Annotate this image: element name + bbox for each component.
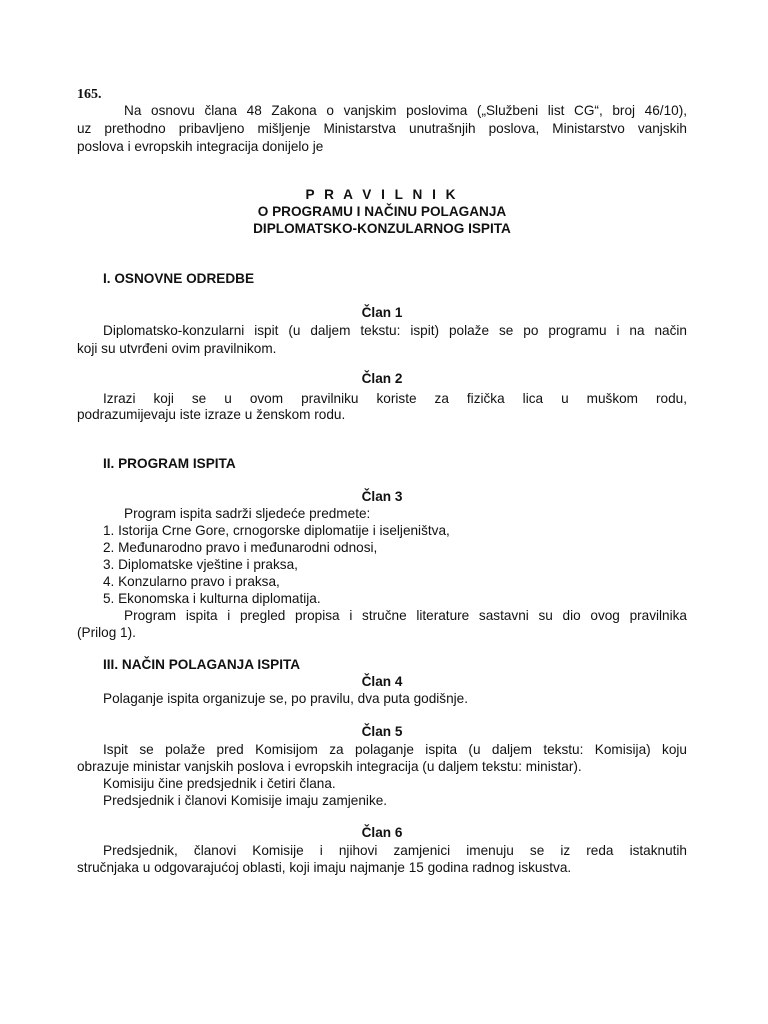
article-4-title: Član 4 <box>361 674 403 689</box>
article-2-title: Član 2 <box>361 371 403 386</box>
article-1-line-1: Diplomatsko-konzularni ispit (u daljem tekstu: ispit) polaže se po programu i na način <box>103 323 687 338</box>
document-title-line-2: O PROGRAMU I NAČINU POLAGANJA <box>257 204 507 219</box>
article-6-line-1: Predsjednik, članovi Komisije i njihovi zamjenici imenuju se iz reda istaknutih <box>103 843 687 858</box>
article-5-line-4: Predsjednik i članovi Komisije imaju zamjenike. <box>103 793 388 808</box>
section-heading-3: III. NAČIN POLAGANJA ISPITA <box>103 657 301 672</box>
section-heading-1: I. OSNOVNE ODREDBE <box>103 271 255 286</box>
document-title-line-3: DIPLOMATSKO-KONZULARNOG ISPITA <box>253 221 511 236</box>
subject-list-item: 1. Istorija Crne Gore, crnogorske diplomatije i iseljeništva, <box>103 523 450 538</box>
article-3-outro-line-1: Program ispita i pregled propisa i stručne literature sastavni su dio ovog pravilnika <box>124 608 687 623</box>
article-3-intro: Program ispita sadrži sljedeće predmete: <box>124 506 371 521</box>
article-2-line-2: podrazumijevaju iste izraze u ženskom rodu. <box>77 407 346 422</box>
section-heading-2: II. PROGRAM ISPITA <box>103 456 236 471</box>
subject-list-item: 4. Konzularno pravo i praksa, <box>103 574 280 589</box>
article-5-line-1: Ispit se polaže pred Komisijom za polaganje ispita (u daljem tekstu: Komisija) koju <box>103 742 687 757</box>
article-5-line-3: Komisiju čine predsjednik i četiri člana. <box>103 776 336 791</box>
article-5-title: Član 5 <box>361 724 403 739</box>
article-3-title: Član 3 <box>361 489 403 504</box>
article-5-line-2: obrazuje ministar vanjskih poslova i evropskih integracija (u daljem tekstu: ministar). <box>77 759 582 774</box>
article-4-line-1: Polaganje ispita organizuje se, po pravilu, dva puta godišnje. <box>103 691 469 706</box>
document-title-line-1: P R A V I L N I K <box>305 187 459 202</box>
preamble-line-2: uz prethodno pribavljeno mišljenje Ministarstva unutrašnjih poslova, Ministarstvo vanjskih <box>77 121 687 136</box>
preamble-line-3: poslova i evropskih integracija donijelo je <box>77 139 324 154</box>
article-3-outro-line-2: (Prilog 1). <box>77 625 136 640</box>
article-1-line-2: koji su utvrđeni ovim pravilnikom. <box>77 341 277 356</box>
article-1-title: Član 1 <box>361 305 403 320</box>
regulation-number: 165. <box>77 87 102 102</box>
subject-list-item: 3. Diplomatske vještine i praksa, <box>103 557 298 572</box>
preamble-line-1: Na osnovu člana 48 Zakona o vanjskim poslovima („Službeni list CG“, broj 46/10), <box>124 103 687 118</box>
article-2-line-1: Izrazi koji se u ovom pravilniku koriste za fizička lica u muškom rodu, <box>103 391 687 406</box>
article-6-line-2: stručnjaka u odgovarajućoj oblasti, koji imaju najmanje 15 godina radnog iskustva. <box>77 860 572 875</box>
article-6-title: Član 6 <box>361 825 403 840</box>
subject-list-item: 5. Ekonomska i kulturna diplomatija. <box>103 591 321 606</box>
subject-list-item: 2. Međunarodno pravo i međunarodni odnosi, <box>103 540 378 555</box>
